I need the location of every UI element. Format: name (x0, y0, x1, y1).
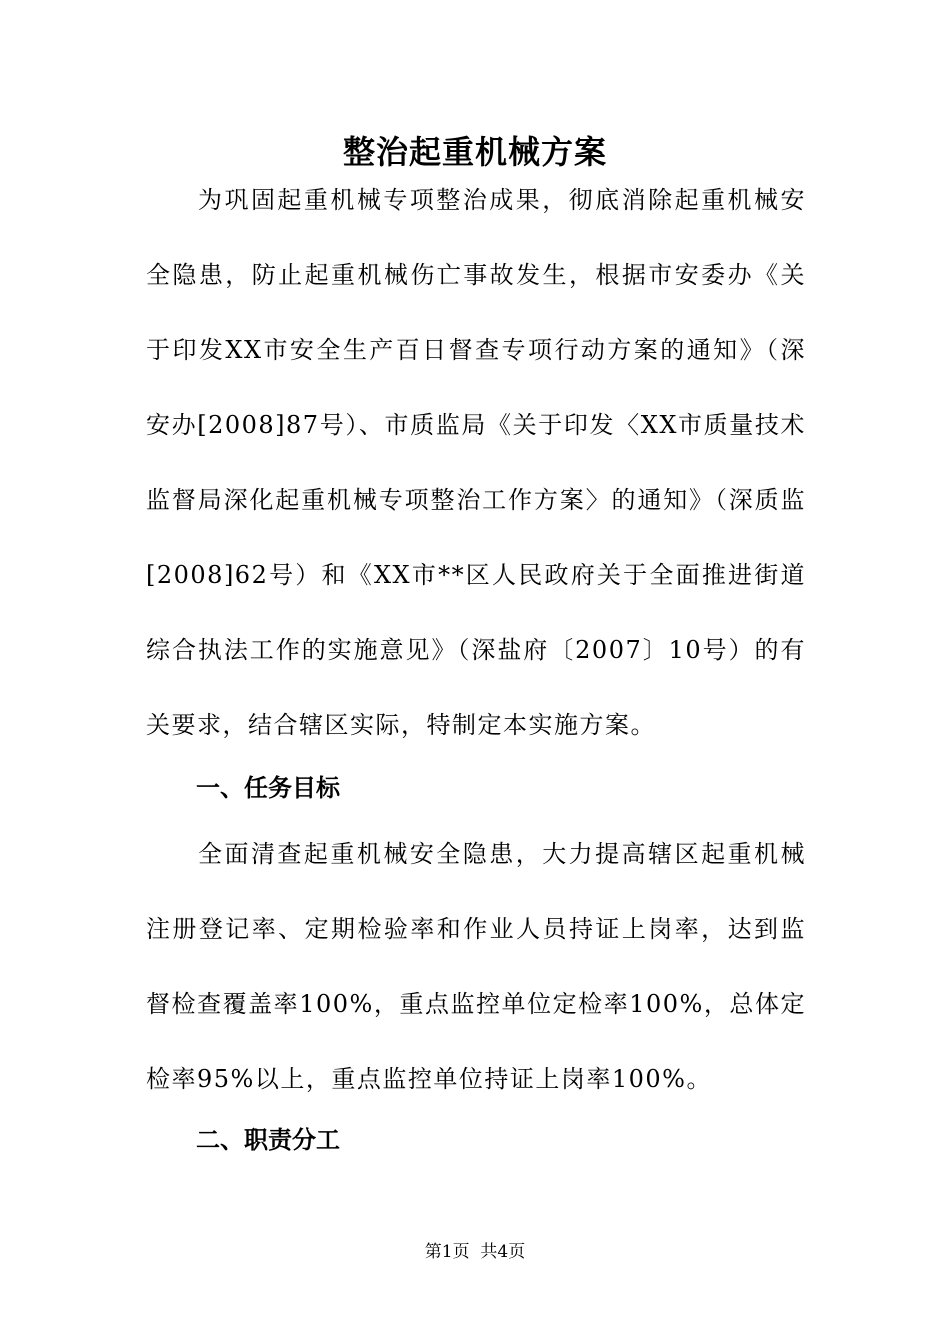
section-heading-task-goals: 一、任务目标 (196, 774, 340, 802)
document-title: 整治起重机械方案 (342, 133, 607, 171)
section-heading-responsibilities: 二、职责分工 (196, 1126, 340, 1154)
page-total: 共4页 (480, 1242, 526, 1262)
task-goals-paragraph: 全面清查起重机械安全隐患，大力提高辖区起重机械注册登记率、定期检验率和作业人员持证上岗率，达到监督检查覆盖率100%，重点监控单位定检率100%，总体定检率95%以上，重点监控单位持证上岗率100%。 (146, 840, 806, 1093)
page-number: 第1页 (424, 1242, 470, 1262)
intro-paragraph: 为巩固起重机械专项整治成果，彻底消除起重机械安全隐患，防止起重机械伤亡事故发生，根据市安委办《关于印发XX市安全生产百日督查专项行动方案的通知》（深安办[2008]87号）、市质监局《关于印发〈XX市质量技术监督局深化起重机械专项整治工作方案〉的通知》（深质监[2008]62号）和《XX市**区人民政府关于全面推进街道综合执法工作的实施意见》（深盐府〔2007〕10号）的有关要求，结合辖区实际，特制定本实施方案。 (146, 186, 806, 739)
page-footer (0, 1240, 950, 1264)
